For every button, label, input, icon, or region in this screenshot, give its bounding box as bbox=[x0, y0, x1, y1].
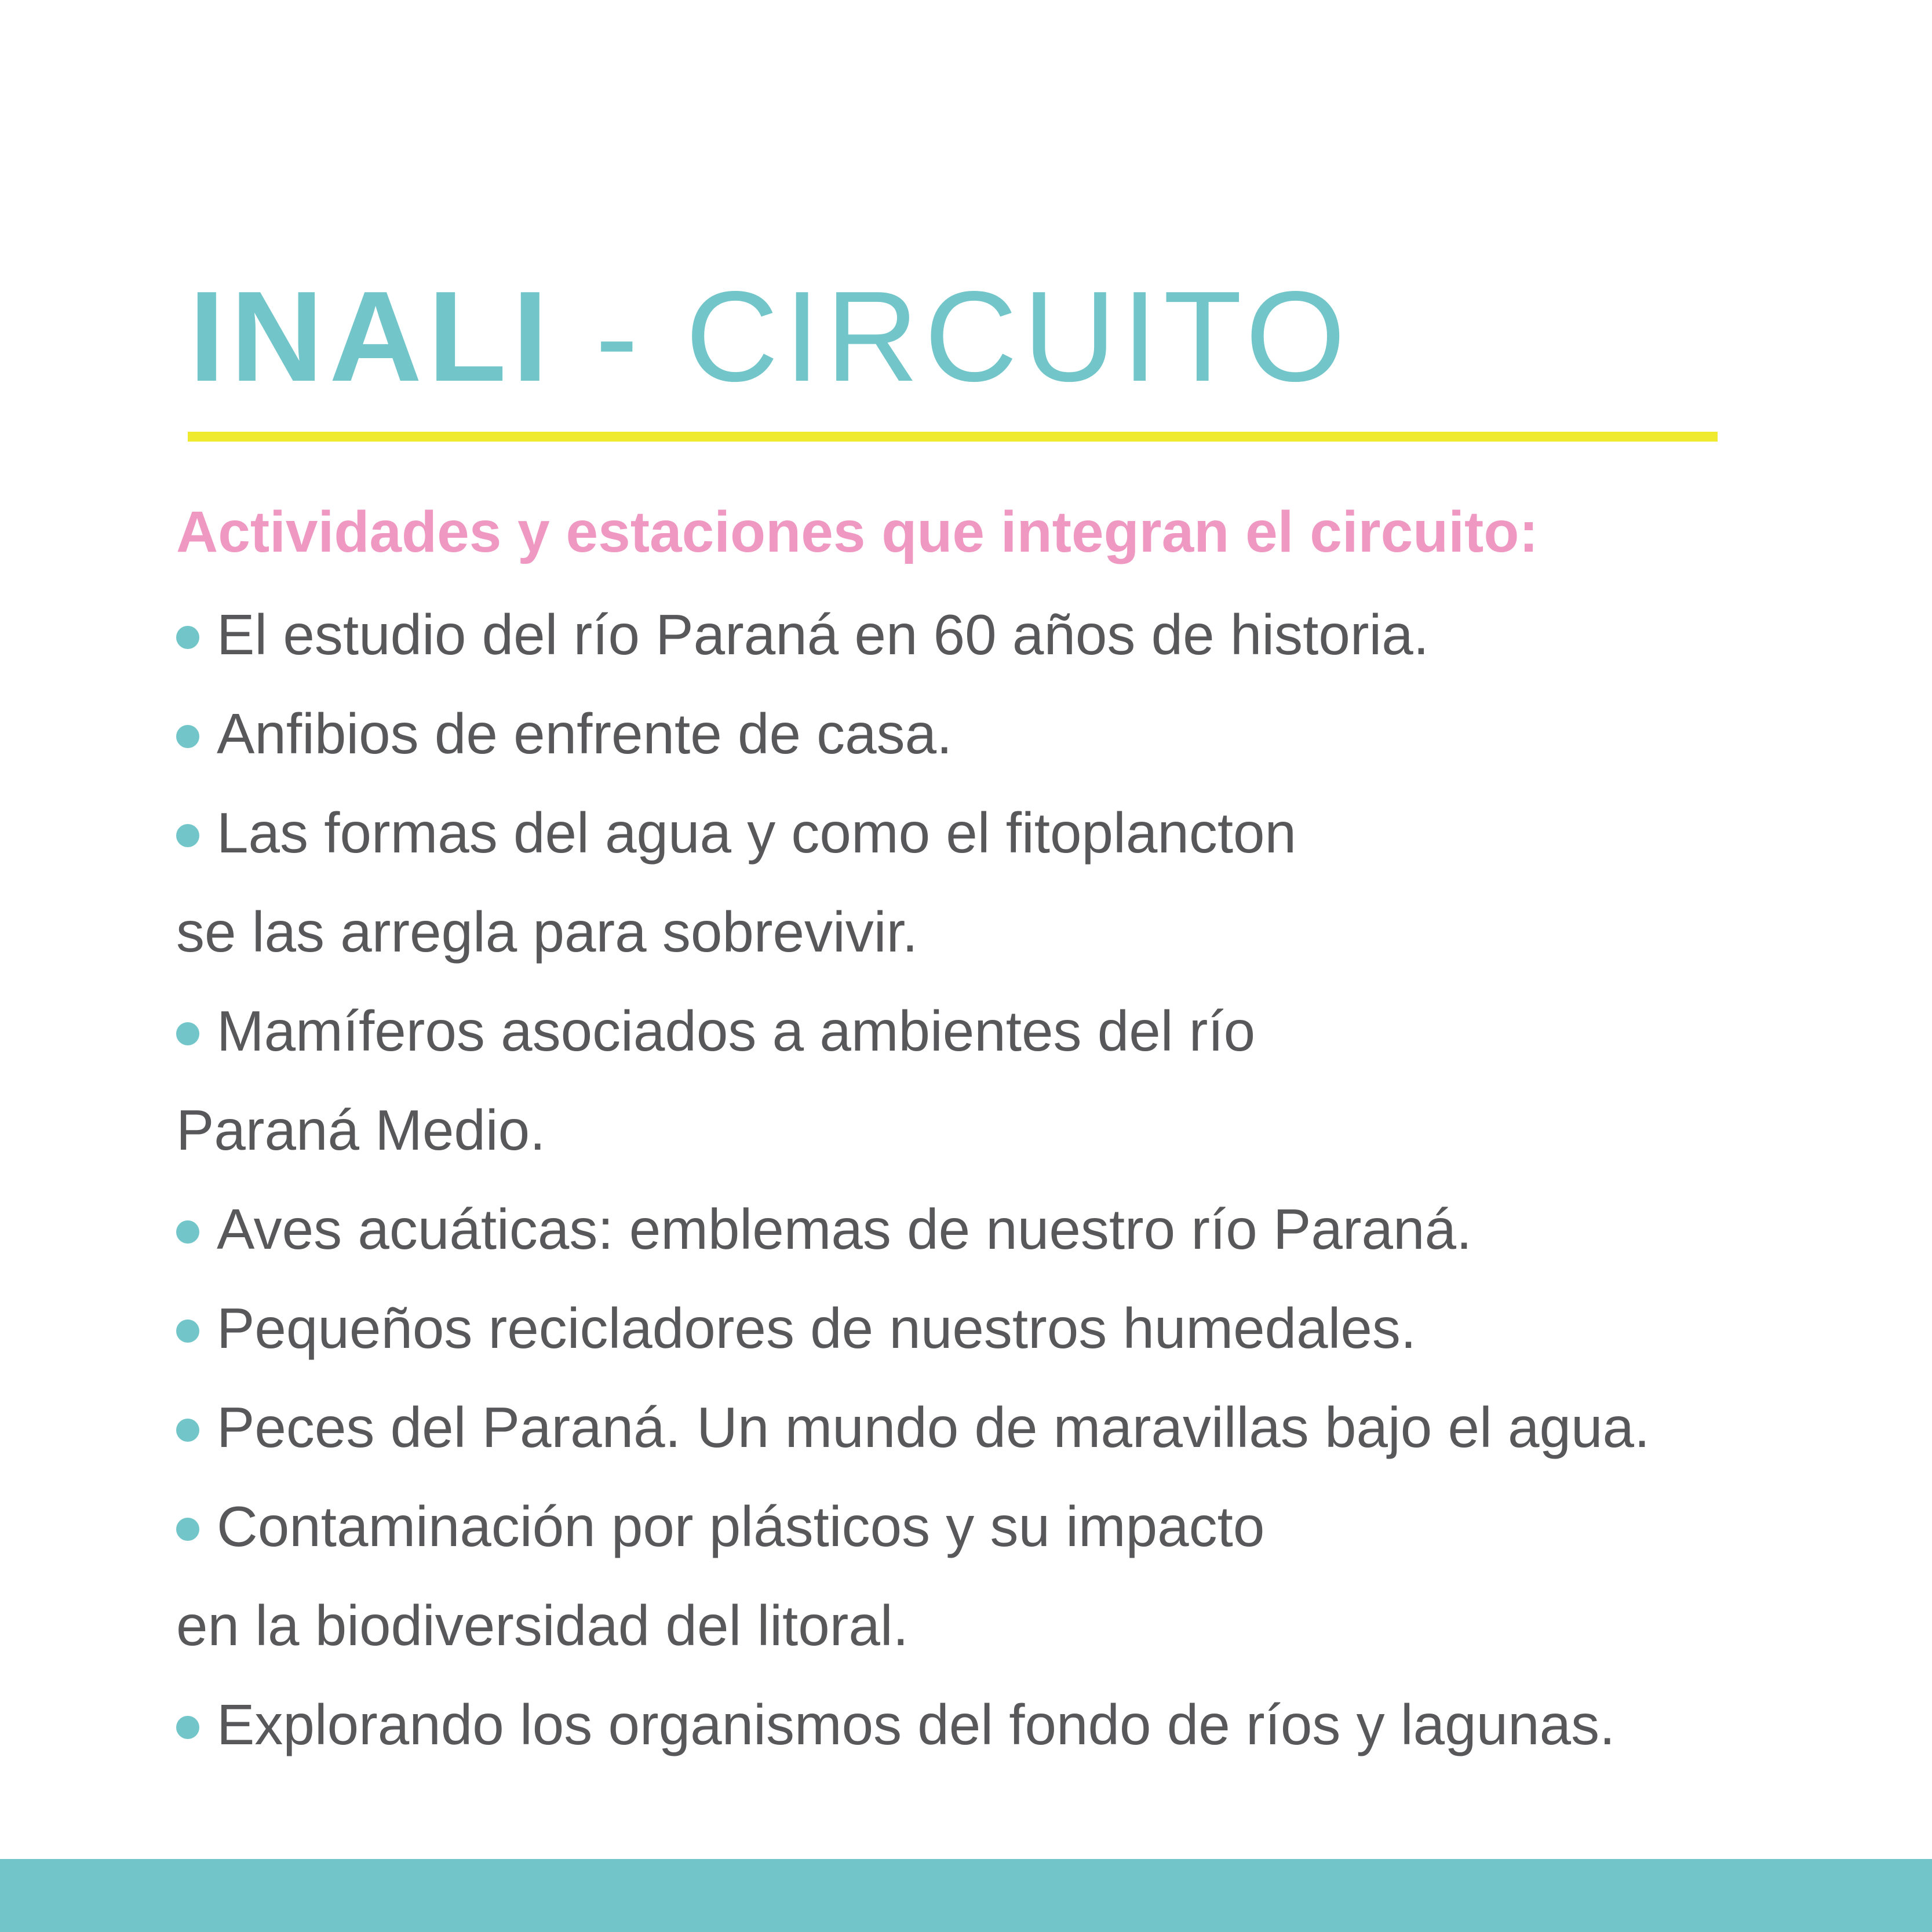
list-item bbox=[176, 1477, 1650, 1576]
bullet-icon bbox=[176, 1220, 199, 1244]
list-item-text: en la biodiversidad del litoral. bbox=[176, 1594, 909, 1657]
list-item-text: Explorando los organismos del fondo de ríos y lagunas. bbox=[217, 1693, 1616, 1756]
bullet-icon bbox=[176, 824, 199, 847]
list-item bbox=[176, 783, 1650, 883]
page-title bbox=[189, 265, 1351, 409]
title-underline bbox=[188, 432, 1718, 442]
list-item-continuation bbox=[176, 1576, 1650, 1675]
list-item-text: se las arregla para sobrevivir. bbox=[176, 900, 918, 964]
list-item-text: Aves acuáticas: emblemas de nuestro río Paraná. bbox=[217, 1197, 1472, 1261]
list-item bbox=[176, 1675, 1650, 1774]
list-item bbox=[176, 684, 1650, 783]
bullet-icon bbox=[176, 1419, 199, 1442]
list-item-continuation bbox=[176, 883, 1650, 982]
list-item-text: Pequeños recicladores de nuestros humedales. bbox=[217, 1296, 1417, 1360]
list-item-text: Mamíferos asociados a ambientes del río bbox=[217, 999, 1256, 1063]
title-rest: - CIRCUITO bbox=[553, 265, 1351, 409]
list-item-text: Anfibios de enfrente de casa. bbox=[217, 702, 953, 765]
bottom-bar bbox=[0, 1859, 1932, 1932]
bullet-icon bbox=[176, 725, 199, 748]
list-item-text: El estudio del río Paraná en 60 años de historia. bbox=[217, 603, 1430, 666]
bullet-icon bbox=[176, 1319, 199, 1343]
list-item-continuation bbox=[176, 1081, 1650, 1180]
list-item bbox=[176, 982, 1650, 1081]
list-item bbox=[176, 1378, 1650, 1477]
list-item bbox=[176, 1279, 1650, 1378]
list-item-text: Las formas del agua y como el fitoplancton bbox=[217, 801, 1297, 865]
list-item bbox=[176, 1180, 1650, 1279]
bullet-icon bbox=[176, 626, 199, 649]
bullet-icon bbox=[176, 1518, 199, 1541]
section-subtitle: Actividades y estaciones que integran el circuito: bbox=[176, 500, 1539, 564]
activity-list bbox=[176, 585, 1650, 1774]
list-item-text: Paraná Medio. bbox=[176, 1098, 546, 1162]
bullet-icon bbox=[176, 1716, 199, 1739]
list-item-text: Peces del Paraná. Un mundo de maravillas bajo el agua. bbox=[217, 1395, 1650, 1459]
title-strong: INALI bbox=[189, 265, 554, 409]
bullet-icon bbox=[176, 1022, 199, 1045]
list-item bbox=[176, 585, 1650, 684]
list-item-text: Contaminación por plásticos y su impacto bbox=[217, 1494, 1265, 1558]
